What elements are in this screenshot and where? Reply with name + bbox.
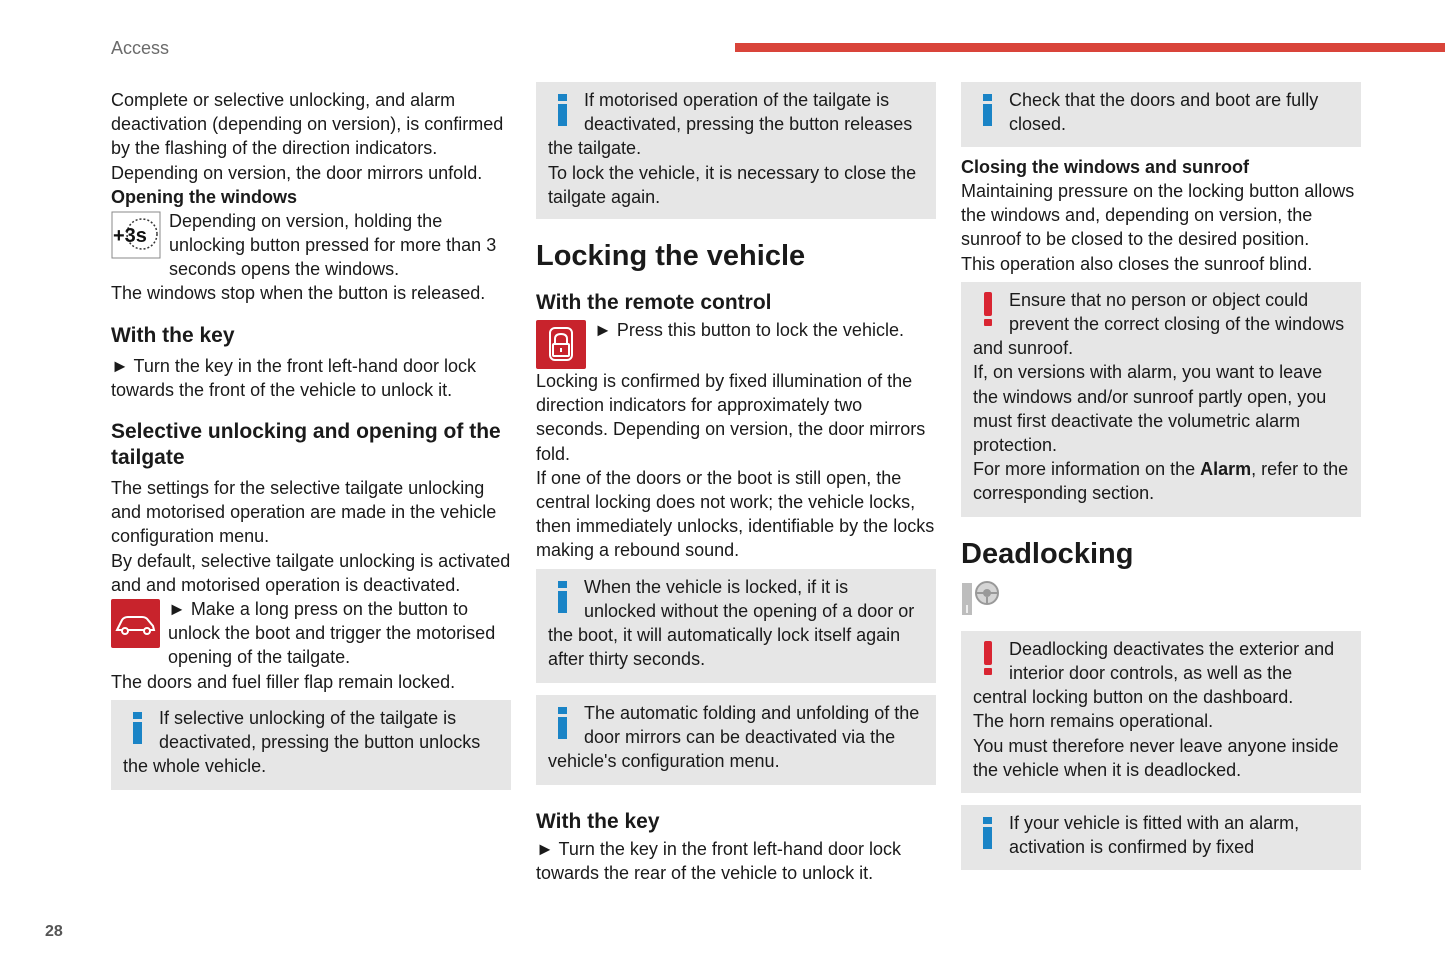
with-key-text-2: ► Turn the key in the front left-hand door lock towards the rear of the vehicle to unlock it. bbox=[536, 838, 902, 883]
info-motorised-text-2: To lock the vehicle, it is necessary to close the tailgate again. bbox=[548, 162, 917, 207]
with-key-text: ► Turn the key in the front left-hand door lock towards the front of the vehicle to unlock it. bbox=[111, 355, 477, 400]
warning-icon bbox=[983, 292, 993, 326]
press-lock-block bbox=[536, 318, 936, 369]
info-motorised-text-1: If motorised operation of the tailgate is deactivated, pressing the button releases the tailgate. bbox=[548, 90, 913, 159]
opening-windows-block bbox=[111, 209, 511, 282]
warning-dead-text-3: You must therefore never leave anyone inside the vehicle when it is deadlocked. bbox=[973, 735, 1339, 780]
with-key-heading-2: With the key bbox=[536, 809, 660, 833]
selective-heading: Selective unlocking and opening of the tailgate bbox=[111, 420, 501, 470]
alarm-reference: Alarm bbox=[1200, 459, 1252, 480]
doors-locked-text: The doors and fuel filler flap remain locked. bbox=[111, 671, 456, 692]
selective-paragraph-2: By default, selective tailgate unlocking is activated and and motorised operation is deactivated. bbox=[111, 550, 511, 595]
info-icon bbox=[558, 94, 567, 124]
info-icon bbox=[133, 712, 142, 742]
warning-icon bbox=[983, 641, 993, 675]
info-icon bbox=[558, 581, 567, 611]
remote-control-heading: With the remote control bbox=[536, 291, 772, 314]
warning-dead-text-2: The horn remains operational. bbox=[973, 711, 1214, 732]
closing-paragraph-2: This operation also closes the sunroof blind. bbox=[961, 253, 1313, 274]
locking-heading: Locking the vehicle bbox=[536, 240, 806, 272]
selective-paragraph-1: The settings for the selective tailgate unlocking and motorised operation are made in the vehicle configuration menu. bbox=[111, 478, 497, 547]
info-box-motorised bbox=[536, 82, 936, 219]
info-mirrors-text: The automatic folding and unfolding of the door mirrors can be deactivated via the vehicle's configuration menu. bbox=[548, 702, 920, 772]
section-title: Access bbox=[111, 38, 170, 58]
opening-windows-title: Opening the windows bbox=[111, 186, 297, 207]
locking-paragraph-1: Locking is confirmed by fixed illumination of the direction indicators for approximately two seconds. Depending on version, the door mirrors fold. bbox=[536, 371, 926, 464]
info-box-selective bbox=[111, 700, 511, 790]
with-key-heading: With the key bbox=[111, 323, 235, 347]
closing-windows-title: Closing the windows and sunroof bbox=[961, 157, 1249, 177]
lock-button-icon bbox=[536, 320, 586, 369]
info-relock-text: When the vehicle is locked, if it is unlocked without the opening of a door or the boot, it will automatically lock itself again after thirty seconds. bbox=[548, 576, 915, 670]
closing-paragraph-1: Maintaining pressure on the locking button allows the windows and, depending on version, the sunroof to be closed to the desired position. bbox=[961, 181, 1355, 250]
page-number: 28 bbox=[45, 923, 63, 940]
warning-box-deadlocking bbox=[961, 631, 1361, 793]
tailgate-car-icon bbox=[111, 599, 160, 648]
long-press-text: ► Make a long press on the button to unlock the boot and trigger the motorised opening of the tailgate. bbox=[168, 599, 496, 668]
timer-3s-label: +3s bbox=[113, 224, 147, 247]
warning-closing-text-3: For more information on the Alarm, refer to the corresponding section. bbox=[973, 459, 1349, 504]
intro-mirrors: Depending on version, the door mirrors unfold. bbox=[111, 162, 483, 183]
column-3 bbox=[961, 82, 1361, 870]
timer-3s-icon bbox=[111, 211, 161, 259]
info-box-mirrors bbox=[536, 695, 936, 785]
locking-paragraph-2: If one of the doors or the boot is still open, the central locking does not work; the vehicle locks, then immediately unlocks, identifiable by the locks making a rebound sound. bbox=[536, 467, 935, 561]
info-icon bbox=[558, 707, 567, 737]
warning-closing-text-2: If, on versions with alarm, you want to leave the windows and/or sunroof partly open, you must first deactivate the volumetric alarm protection. bbox=[973, 362, 1327, 456]
info-box-check-doors bbox=[961, 82, 1361, 147]
deadlocking-heading: Deadlocking bbox=[961, 537, 1134, 570]
column-1 bbox=[111, 82, 511, 790]
column-2 bbox=[536, 82, 936, 885]
press-lock-text: ► Press this button to lock the vehicle. bbox=[594, 320, 904, 340]
info-box-relock bbox=[536, 569, 936, 683]
warning-dead-text-1: Deadlocking deactivates the exterior and interior door controls, as well as the central locking button on the dashboard. bbox=[973, 638, 1335, 708]
info-check-doors-text: Check that the doors and boot are fully closed. bbox=[1009, 90, 1319, 135]
warning-box-closing bbox=[961, 282, 1361, 517]
opening-windows-text: Depending on version, holding the unlocking button pressed for more than 3 seconds opens the windows. bbox=[169, 210, 497, 280]
info-icon bbox=[983, 94, 992, 124]
windows-stop-text: The windows stop when the button is released. bbox=[111, 283, 486, 304]
long-press-block bbox=[111, 597, 511, 670]
steering-wheel-icon bbox=[961, 579, 1013, 619]
info-icon bbox=[983, 817, 992, 847]
header-accent-bar bbox=[735, 43, 1445, 52]
warning-closing-text-1: Ensure that no person or object could prevent the correct closing of the windows and sunroof. bbox=[973, 289, 1345, 359]
info-alarm-text: If your vehicle is fitted with an alarm, activation is confirmed by fixed bbox=[1009, 812, 1300, 858]
intro-paragraph: Complete or selective unlocking, and alarm deactivation (depending on version), is confirmed by the flashing of the direction indicators. bbox=[111, 90, 504, 159]
info-selective-text: If selective unlocking of the tailgate is deactivated, pressing the button unlocks the whole vehicle. bbox=[123, 707, 481, 777]
info-box-alarm bbox=[961, 805, 1361, 870]
